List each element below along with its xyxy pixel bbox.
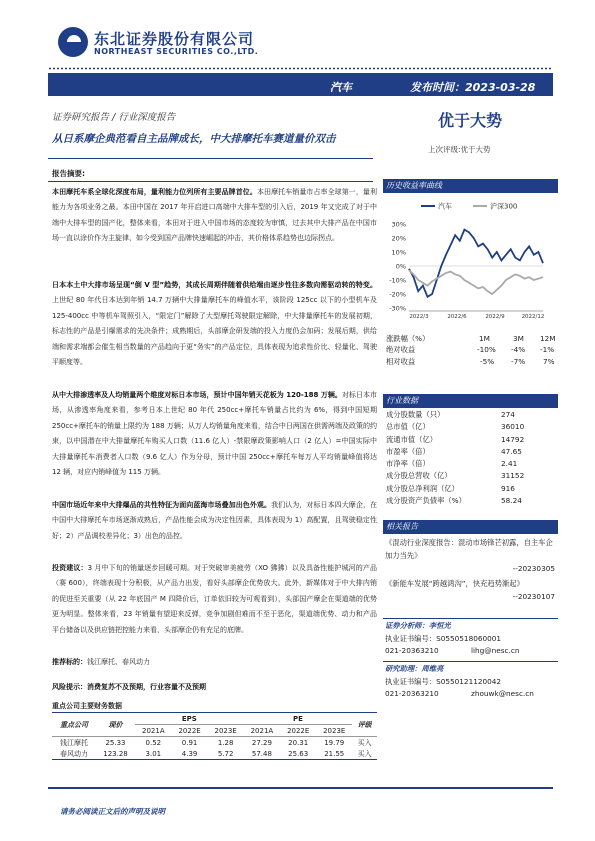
y-tick-label: -20% (389, 290, 406, 299)
related-report-date: --20230305 (512, 564, 555, 573)
y-tick-label: -10% (389, 276, 406, 285)
company-name-en: NORTHEAST SECURITIES CO.,LTD. (94, 47, 259, 56)
company-name-cn: 东北证券股份有限公司 (94, 30, 255, 48)
y-tick-label: 20% (391, 234, 406, 243)
title-divider (48, 158, 373, 159)
year-header: 2021A (250, 726, 274, 735)
risk-line: 风险提示：消费复苏不及预期，行业容量不及预期 (52, 683, 206, 691)
footer-rule (48, 787, 553, 789)
table-row: 春风动力 123.28 3.01 4.39 5.72 57.48 25.63 21.55 买入 (59, 749, 372, 758)
year-header: 2023E (323, 726, 346, 735)
summary-heading: 报告摘要: (52, 169, 85, 178)
paragraph-3: 从中大排渗透率及人均销量两个维度对标日本市场，预计中国年销天花板为 120-188 万辆。对标日本市场，从渗透率角度来看，参考日本上世纪 80 年代 250cc+摩托车销量占比约为 6%，得到中国短期 250cc+摩托车的销量上限约为 188 万辆；从万人均销量角度来看，结合中日两国在供需两端及政策的约束，以中国潜在中大排量摩托车购买人口数（11.6 亿人）-禁限摩政策影响人口（2 亿人）=中国实际中大排量摩托车消费者人口数（9.6 亿人）作为分母，预计中国 250cc+摩托车每万人平均销量峰值将达 12 辆，对应内销峰值为 115 万辆。 (52, 391, 377, 477)
industry-heading: 行业数据 (383, 394, 558, 408)
report-kicker: 证券研究报告 / 行业深度报告 (52, 112, 176, 123)
company-logo-icon (58, 27, 88, 57)
related-reports (385, 536, 555, 603)
y-tick-label: 0% (395, 262, 406, 271)
paragraph-2: 日本本土中大排市场呈现“倒 V 型”趋势，其成长周期伴随着供给端由逐步性往多数向需驱动转的特变。上世纪 80 年代日本达到年销 14.7 万辆中大排量摩托车的峰值水平，该阶段 125cc 以下的小型机车及 125-400cc 中等机车驾照引入，“限定门”解除了大型摩托驾驶限定解除，中大排量摩托车的发展初期，标志性的产品是引爆需求的先决条件；成熟期后，头部摩企研发端的投入力度仍会加码；发展后期，供给端和需求端都会催生相当数量的产品趋向于更“务实”的产品定位，具体表现为追求性价比、轻量化、驾驶平顺度等。 (52, 281, 377, 367)
related-report-date: --20230107 (512, 592, 555, 601)
recommended-line: 推荐标的：钱江摩托、春风动力 (52, 658, 150, 666)
year-header: 2022E (287, 726, 310, 735)
y-tick-label: 30% (391, 220, 406, 229)
x-tick-label: 2022/9 (485, 314, 505, 320)
series-line-1 (409, 270, 543, 294)
industry-row: 市盈率（倍） 47.65 (386, 446, 522, 456)
paragraph-5: 投资建议：3 月中下旬的销量逐步回暖可期。对于突破审美疲劳（XO 狒狒）以及具备性能护城河的产品（赛 600），终端表现十分积极，从产品力出发，看好头部摩企优势放大。此外，新媒体对于中大排内销的促进至关重要（从 22 年底国产 M 四降价后，订单依旧较为可观看到），头部国产摩企在渠道端的优势更为明显。整体来看，23 年销量有望迎来反弹，竞争加剧但难而不至于恶化，渠道端优势、动力和产品平台储备以及供应链把控能力来看，头部摩企仍有充足的底牌。 (52, 564, 378, 634)
related-report-title[interactable]: 《新能车发展“跨越鸿沟”，快充趋势渐起》 (385, 579, 524, 588)
decorative-dot-rule (48, 67, 553, 70)
paragraph-1: 本田摩托车系全球化深度布局，量利能力位列所有主要品牌首位。本田摩托车销量市占率全球第一，量利能力为各项业务之最。本田中国在 2017 年开启进口高端中大排车型的引入后，2019 年又完成了对于中端中大排车型的国产化，整体来看，本田对于进入中国市场的态度较为审慎，过去其中大排产品在中国市场一直以涂价作为主旋律，如今受到国产品牌快速崛起的冲击，其价格体系趋势也边际拐点。 (52, 188, 378, 243)
year-header: 2021A (142, 726, 165, 735)
table-caption: 重点公司主要财务数据 (52, 702, 122, 710)
publish-date: 发布时间：2023-03-28 (410, 81, 536, 94)
related-report-title[interactable]: 《混动行业深度报告：混动市场锋芒初露，自主车企加力当先》 (385, 538, 553, 560)
group-eps: EPS (181, 714, 197, 723)
returns-table: 涨跌幅（%） 1M 3M 12M 绝对收益 -10% -4% -1% 相对收益 -5% -7% 7% (383, 334, 558, 369)
industry-row: 成分股总净利润（亿） 916 (386, 483, 515, 493)
col-company: 重点公司 (59, 720, 88, 729)
return-chart (383, 196, 553, 326)
industry-row: 总市值（亿） 36010 (386, 422, 525, 432)
industry-row: 成分股资产负债率（%） 58.24 (386, 496, 522, 506)
financial-table (52, 712, 377, 760)
y-tick-label: -30% (389, 304, 406, 313)
analyst-block-1: 证券分析师：李恒光 执业证书编号：S0550518060001 021-20363210 lihg@nesc.cn (385, 621, 520, 655)
x-tick-label: 2022/3 (409, 314, 429, 320)
summary-divider (48, 181, 373, 182)
chart-heading: 历史收益率曲线 (383, 179, 558, 193)
returns-row-absolute: 绝对收益 -10% -4% -1% (386, 345, 555, 354)
year-header: 2023E (214, 726, 237, 735)
report-title: 从日系摩企典范看自主品牌成长，中大排摩托车赛道量价双击 (52, 133, 336, 145)
industry-row: 流通市值（亿） 14792 (386, 434, 525, 444)
related-heading: 相关报告 (383, 520, 558, 534)
legend-label: 沪深300 (490, 202, 518, 211)
paragraph-4: 中国市场近年来中大排爆品的共性特征为面向蓝海市场叠加出色外观。我们认为，对标日本四大摩企，在中国中大排摩托车市场逐渐成熟后，产品性能会成为决定性因素，具体表现为 1）高配置，且驾驶稳定性好；2）产品调校差异化；3）出色的品控。 (52, 501, 378, 540)
col-price: 现价 (108, 720, 123, 729)
y-tick-label: 10% (391, 248, 406, 257)
legend-label: 汽车 (438, 202, 452, 211)
returns-row-relative: 相对收益 -5% -7% 7% (386, 357, 555, 366)
year-header: 2022E (178, 726, 201, 735)
industry-row: 成分股数量（只） 274 (386, 410, 515, 419)
previous-rating: 上次评级:优于大势 (428, 145, 491, 154)
analyst-block-2: 研究助理：周维亮 执业证书编号：S0550121120042 021-20363210 zhouwk@nesc.cn (385, 664, 534, 698)
industry-row: 成分股总营收（亿） 31152 (386, 471, 525, 481)
industry-data-list (383, 410, 558, 508)
col-rating: 评级 (357, 720, 372, 729)
analyst-divider (383, 661, 558, 662)
x-tick-label: 2022/12 (521, 314, 545, 320)
sector-label: 汽车 (330, 81, 352, 94)
group-pe: PE (292, 714, 303, 723)
x-tick-label: 2022/6 (447, 314, 467, 320)
analyst-divider (383, 618, 558, 619)
industry-row: 市净率（倍） 2.41 (386, 459, 518, 469)
footer-disclaimer: 请务必阅读正文后的声明及说明 (60, 807, 165, 816)
rating-label: 优于大势 (438, 111, 503, 130)
table-row: 钱江摩托 25.33 0.52 0.91 1.28 27.29 20.31 19.79 买入 (59, 738, 372, 747)
